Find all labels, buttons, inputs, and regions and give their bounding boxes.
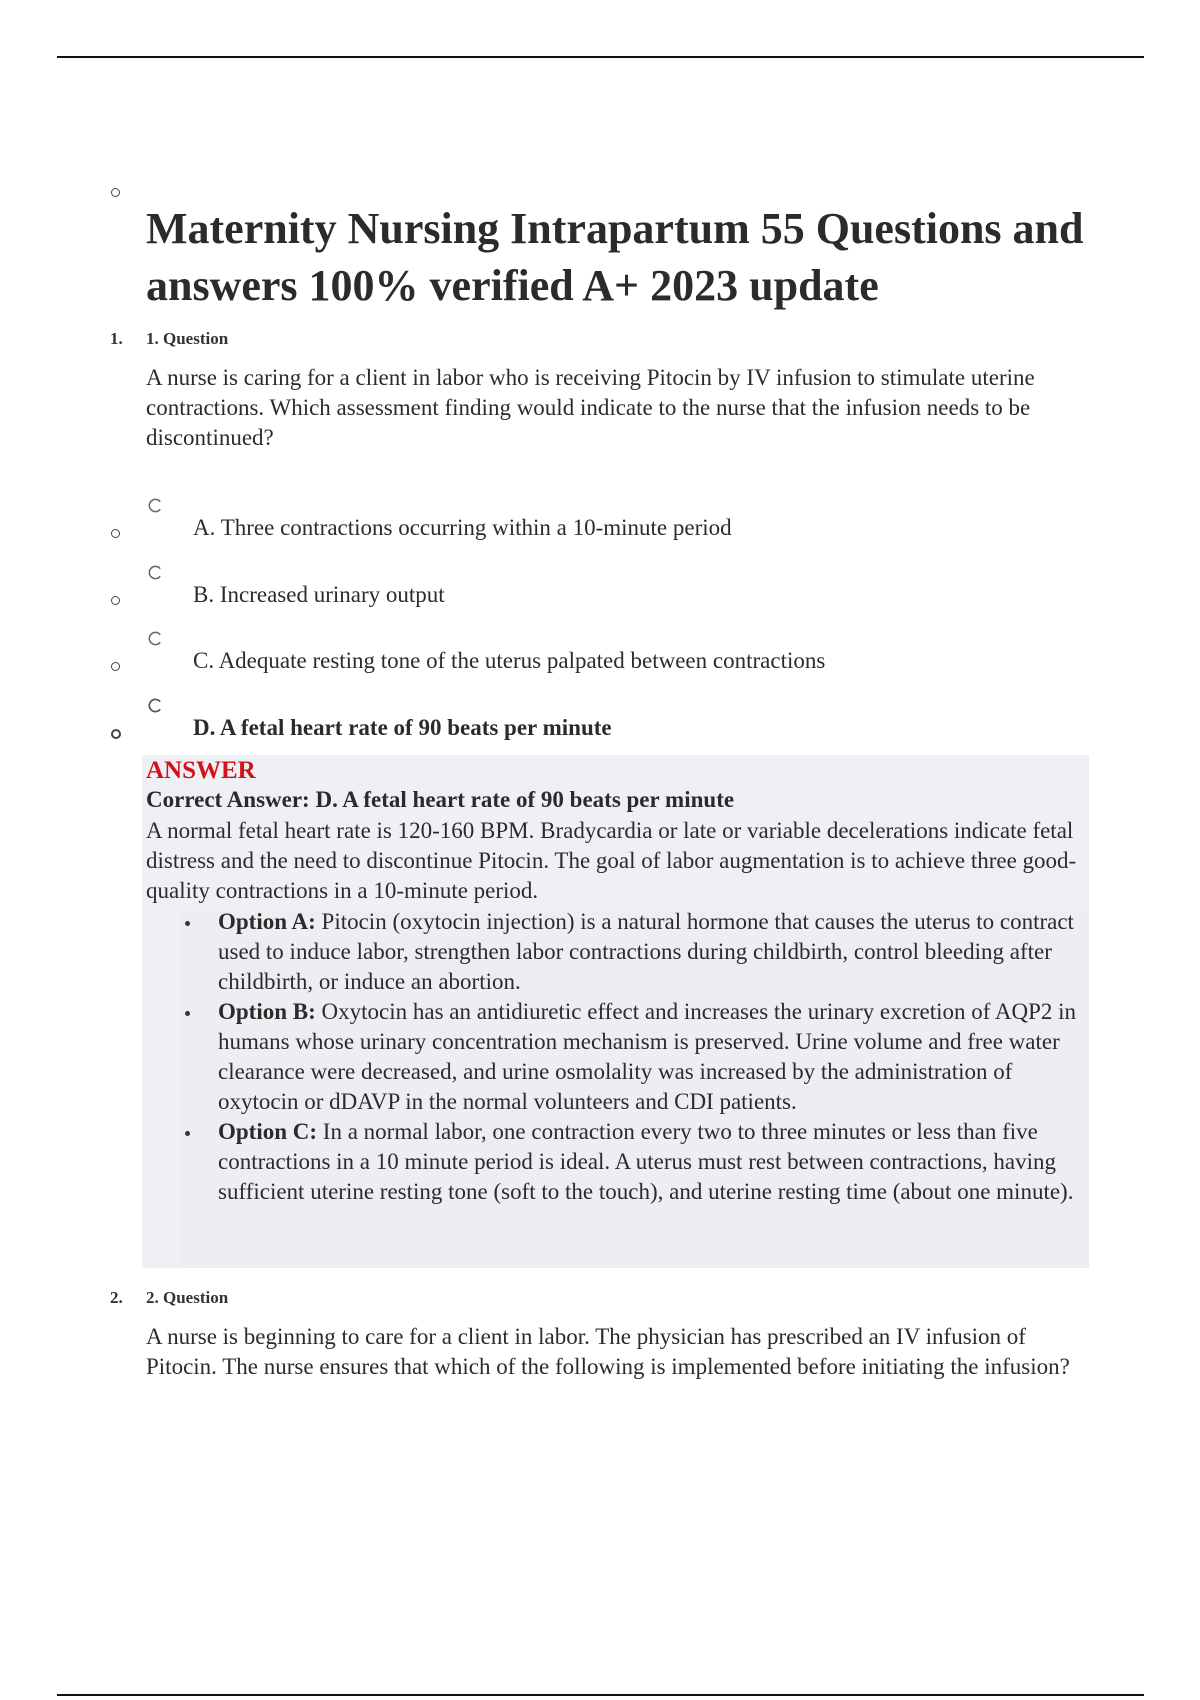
option-notes-list [180, 907, 1089, 1268]
question-text: A nurse is caring for a client in labor who is receiving Pitocin by IV infusion to stimulate uterine contractions. Which assessment finding would indicate to the nurse that the infusion needs to be discontinued? [146, 365, 1035, 450]
option-note-label: Option C: [218, 1119, 323, 1144]
option-a-label[interactable]: A. Three contractions occurring within a 10-minute period [193, 515, 732, 540]
question-label: 1. Question [146, 329, 229, 348]
option-note-label: Option B: [218, 999, 322, 1024]
option-b-label[interactable]: B. Increased urinary output [193, 582, 445, 607]
top-rule [57, 56, 1144, 58]
bottom-rule [57, 1694, 1144, 1696]
option-note-text: In a normal labor, one contraction every two to three minutes or less than five contractions in a 10 minute period is ideal. A uterus must rest between contractions, having sufficient uterine resting tone (soft to the touch), and uterine resting time (about one minute). [218, 1119, 1074, 1204]
radio-option-d[interactable] [148, 698, 163, 713]
option-c-label[interactable]: C. Adequate resting tone of the uterus palpated between contractions [193, 648, 826, 673]
answer-explanation: A normal fetal heart rate is 120-160 BPM. Bradycardia or late or variable decelerations indicate fetal distress and the need to discontinue Pitocin. The goal of labor augmentation is to achieve three good-quality contractions in a 10-minute period. [146, 818, 1077, 903]
list-item [180, 997, 1089, 1117]
option-bullet-icon [111, 662, 120, 671]
question-text: A nurse is beginning to care for a client in labor. The physician has prescribed an IV infusion of Pitocin. The nurse ensures that which of the following is implemented before initiating the infusion? [146, 1324, 1070, 1379]
bullet-icon [185, 1011, 190, 1016]
radio-option-c[interactable] [148, 631, 163, 646]
radio-option-a[interactable] [148, 498, 163, 513]
list-item [180, 1117, 1089, 1207]
radio-option-b[interactable] [148, 565, 163, 580]
answer-heading: ANSWER [146, 757, 256, 784]
correct-answer: Correct Answer: D. A fetal heart rate of 90 beats per minute [146, 787, 735, 812]
title-bullet-icon [111, 188, 120, 197]
list-item [180, 907, 1089, 997]
option-bullet-icon [111, 596, 120, 605]
bullet-icon [185, 921, 190, 926]
option-note-text: Pitocin (oxytocin injection) is a natural hormone that causes the uterus to contract used to induce labor, strengthen labor contractions during childbirth, control bleeding after childbirth, or induce an abortion. [218, 909, 1074, 994]
question-number: 2. [110, 1288, 123, 1307]
option-note-label: Option A: [218, 909, 322, 934]
option-bullet-icon [111, 529, 120, 538]
page-title: Maternity Nursing Intrapartum 55 Questions and answers 100% verified A+ 2023 update [146, 204, 1084, 310]
question-label: 2. Question [146, 1288, 229, 1307]
option-note-text: Oxytocin has an antidiuretic effect and increases the urinary excretion of AQP2 in humans whose urinary concentration mechanism is preserved. Urine volume and free water clearance were decreased, and urine osmolality was increased by the administration of oxytocin or dDAVP in the normal volunteers and CDI patients. [218, 999, 1077, 1114]
option-d-label[interactable]: D. A fetal heart rate of 90 beats per minute [193, 715, 612, 740]
bullet-icon [185, 1131, 190, 1136]
question-number: 1. [110, 329, 123, 348]
option-bullet-icon [111, 729, 121, 739]
